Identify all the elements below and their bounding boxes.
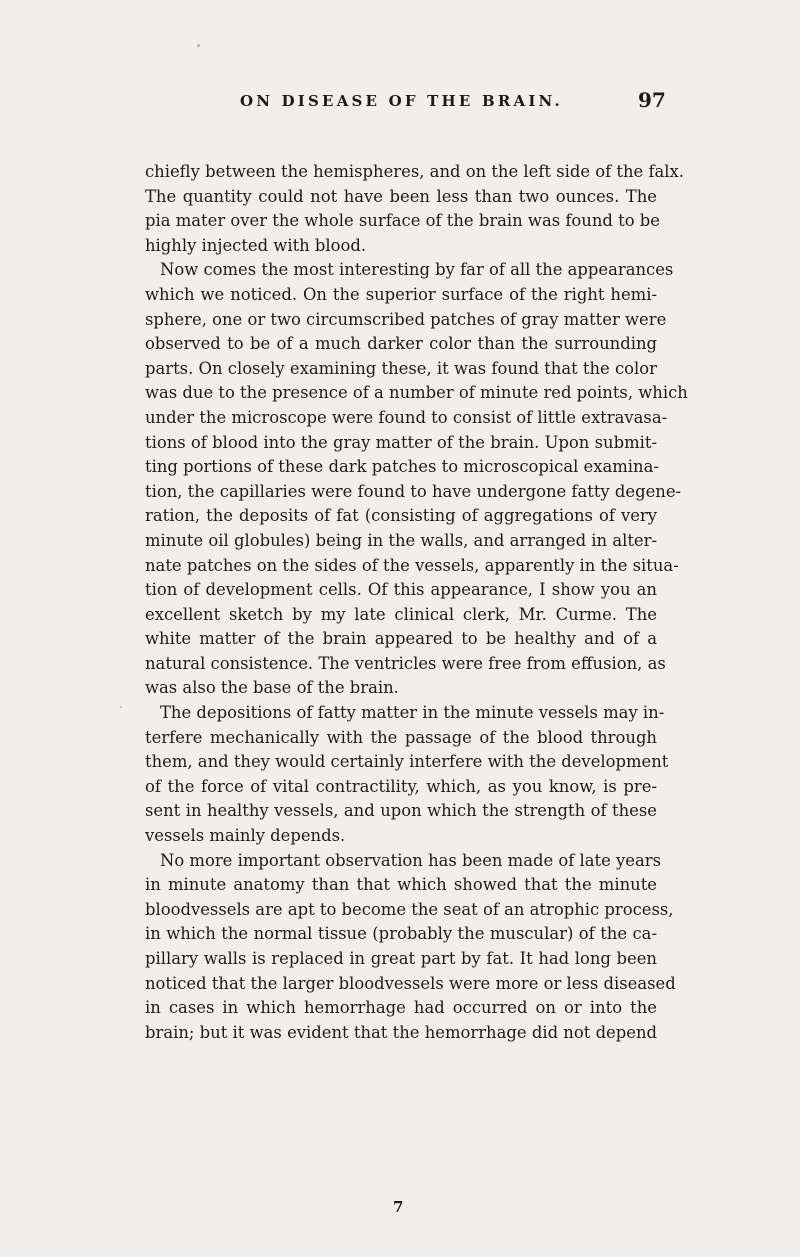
text-line: pillary walls is replaced in great part by fat. It had long been	[145, 949, 657, 968]
signature-mark: 7	[393, 1198, 404, 1216]
paper-speck	[197, 44, 200, 47]
text-line: bloodvessels are apt to become the seat of an atrophic process,	[145, 899, 674, 919]
text-line: vessels mainly depends.	[145, 826, 346, 846]
text-line: No more important observation has been made of late years	[160, 850, 662, 870]
page-number: 97	[638, 88, 666, 112]
text-line: nate patches on the sides of the vessels, apparently in the situa-	[145, 555, 679, 575]
text-line: observed to be of a much darker color than the surrounding	[145, 334, 657, 354]
text-line: minute oil globules) being in the walls, and arranged in alter-	[145, 530, 657, 550]
text-line: sent in healthy vessels, and upon which the strength of these	[145, 801, 657, 821]
text-line: excellent sketch by my late clinical clerk, Mr. Curme. The	[145, 604, 657, 624]
text-line: sphere, one or two circumscribed patches of gray matter were	[145, 309, 667, 329]
text-line: them, and they would certainly interfere with the development	[145, 752, 669, 772]
text-line: terfere mechanically with the passage of the blood through	[145, 727, 657, 747]
text-line: white matter of the brain appeared to be healthy and of a	[145, 629, 657, 649]
body-text	[145, 160, 688, 1045]
text-line: parts. On closely examining these, it was found that the color	[145, 358, 657, 378]
text-line: was due to the presence of a number of minute red points, which	[145, 383, 688, 403]
text-line: in which the normal tissue (probably the muscular) of the ca-	[145, 924, 657, 944]
text-line: tion of development cells. Of this appearance, I show you an	[145, 580, 657, 600]
text-line: under the microscope were found to consist of little extravasa-	[145, 407, 668, 427]
text-line: chiefly between the hemispheres, and on the left side of the falx.	[145, 162, 684, 181]
text-line: was also the base of the brain.	[145, 678, 399, 698]
text-line: noticed that the larger bloodvessels were more or less diseased	[145, 973, 676, 993]
text-line: The quantity could not have been less than two ounces. The	[145, 186, 657, 206]
running-head-title: ON DISEASE OF THE BRAIN.	[240, 92, 563, 110]
text-line: The depositions of fatty matter in the minute vessels may in-	[160, 703, 665, 723]
text-line: pia mater over the whole surface of the brain was found to be	[145, 211, 660, 231]
text-line: ration, the deposits of fat (consisting of aggregations of very	[145, 506, 657, 526]
text-line: tion, the capillaries were found to have undergone fatty degene-	[145, 481, 682, 501]
text-line: in minute anatomy than that which showed that the minute	[145, 875, 657, 895]
text-line: of the force of vital contractility, which, as you know, is pre-	[145, 776, 657, 796]
text-line: tions of blood into the gray matter of the brain. Upon submit-	[145, 432, 657, 452]
text-line: brain; but it was evident that the hemorrhage did not depend	[145, 1022, 657, 1042]
text-line: in cases in which hemorrhage had occurred on or into the	[145, 998, 657, 1018]
text-line: natural consistence. The ventricles were free from effusion, as	[145, 653, 666, 673]
text-line: highly injected with blood.	[145, 235, 367, 255]
text-line: Now comes the most interesting by far of all the appearances	[160, 260, 674, 280]
paper-speck	[120, 706, 122, 708]
text-line: which we noticed. On the superior surface of the right hemi-	[145, 284, 657, 304]
text-line: ting portions of these dark patches to microscopical examina-	[145, 457, 659, 477]
